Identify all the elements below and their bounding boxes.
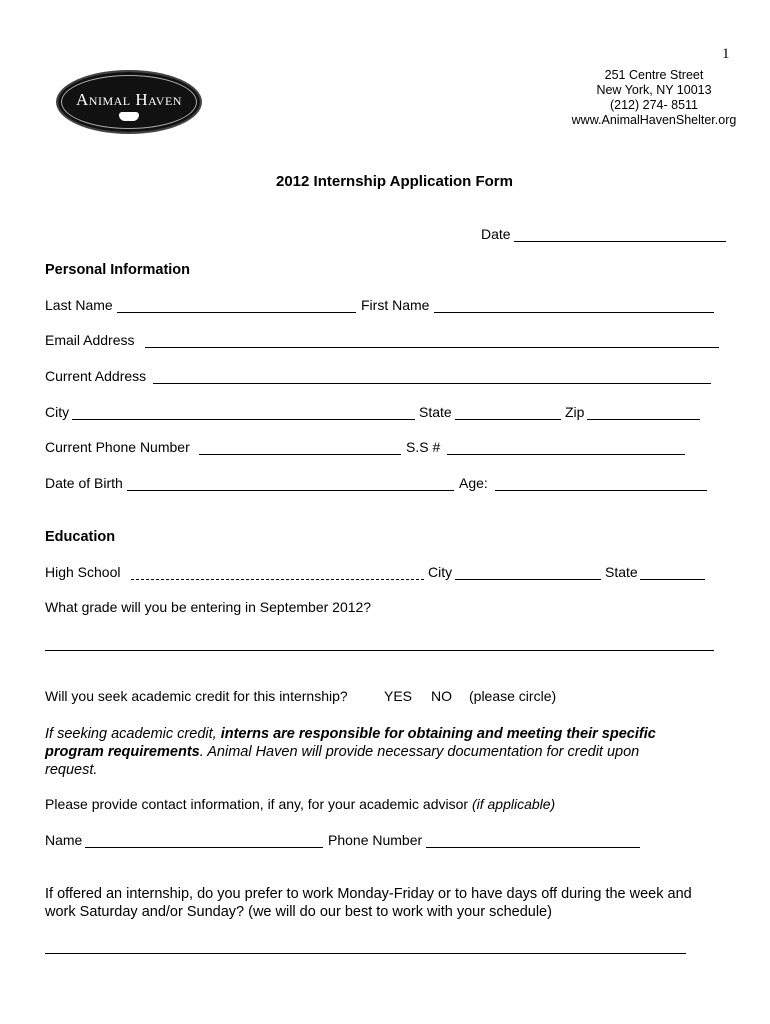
address-city: New York, NY 10013 — [596, 83, 712, 97]
advisor-name-label: Name — [45, 832, 83, 848]
phone-label: Current Phone Number — [45, 439, 190, 455]
high-school-label: High School — [45, 564, 121, 580]
first-name-field[interactable] — [434, 312, 714, 313]
school-state-label: State — [605, 564, 638, 580]
advisor-prompt — [45, 796, 555, 812]
last-name-label: Last Name — [45, 297, 113, 313]
note-text-2: . Animal Haven will provide necessary documentation for credit upon request. — [45, 744, 640, 778]
date-label: Date — [481, 226, 511, 242]
phone-field[interactable] — [199, 454, 401, 455]
email-field[interactable] — [145, 347, 719, 348]
advisor-name-field[interactable] — [85, 847, 323, 848]
first-name-label: First Name — [361, 297, 430, 313]
form-title: 2012 Internship Application Form — [276, 173, 513, 190]
academic-credit-note — [45, 725, 695, 779]
zip-field[interactable] — [587, 419, 700, 420]
pet-bowl-icon — [119, 112, 139, 121]
dob-label: Date of Birth — [45, 475, 123, 491]
address-block — [560, 68, 748, 128]
school-city-field[interactable] — [455, 579, 601, 580]
yes-option[interactable]: YES — [384, 688, 413, 704]
logo-text: Animal Haven — [76, 90, 182, 109]
state-label: State — [419, 404, 452, 420]
schedule-answer-field[interactable] — [45, 953, 686, 954]
grade-answer-field[interactable] — [45, 650, 714, 651]
page-number: 1 — [722, 46, 730, 62]
animal-haven-logo — [56, 70, 202, 134]
high-school-field[interactable] — [131, 579, 424, 580]
school-state-field[interactable] — [640, 579, 705, 580]
ss-label: S.S # — [406, 439, 441, 455]
email-label: Email Address — [45, 332, 135, 348]
advisor-prompt-text: Please provide contact information, if any, for your academic advisor — [45, 796, 472, 812]
education-heading: Education — [45, 529, 116, 545]
schedule-question: If offered an internship, do you prefer to work Monday-Friday or to have days off during the week and work Saturday and/or Sunday? (we will do our best to work with your schedule) — [45, 886, 692, 920]
advisor-prompt-italic: (if applicable) — [471, 796, 556, 812]
address-website: www.AnimalHavenShelter.org — [571, 113, 737, 127]
personal-info-heading: Personal Information — [45, 262, 191, 278]
address-street: 251 Centre Street — [604, 68, 704, 82]
school-city-label: City — [428, 564, 453, 580]
dob-field[interactable] — [127, 490, 454, 491]
state-field[interactable] — [455, 419, 561, 420]
date-field[interactable] — [514, 241, 726, 242]
circle-note: (please circle) — [469, 688, 557, 704]
current-address-field[interactable] — [153, 383, 711, 384]
address-phone: (212) 274- 8511 — [609, 98, 699, 112]
advisor-phone-label: Phone Number — [328, 832, 423, 848]
grade-question: What grade will you be entering in September 2012? — [45, 599, 372, 615]
last-name-field[interactable] — [117, 312, 356, 313]
zip-label: Zip — [565, 404, 585, 420]
age-label: Age: — [459, 475, 488, 491]
no-option[interactable]: NO — [431, 688, 452, 704]
city-field[interactable] — [72, 419, 415, 420]
note-text-bold: interns are responsible for obtaining and meeting their specific program requirements — [45, 726, 656, 760]
credit-question: Will you seek academic credit for this internship? — [45, 688, 348, 704]
current-address-label: Current Address — [45, 368, 147, 384]
age-field[interactable] — [495, 490, 707, 491]
note-text-1: If seeking academic credit, — [45, 726, 221, 742]
ss-field[interactable] — [447, 454, 685, 455]
advisor-phone-field[interactable] — [426, 847, 640, 848]
city-label: City — [45, 404, 70, 420]
